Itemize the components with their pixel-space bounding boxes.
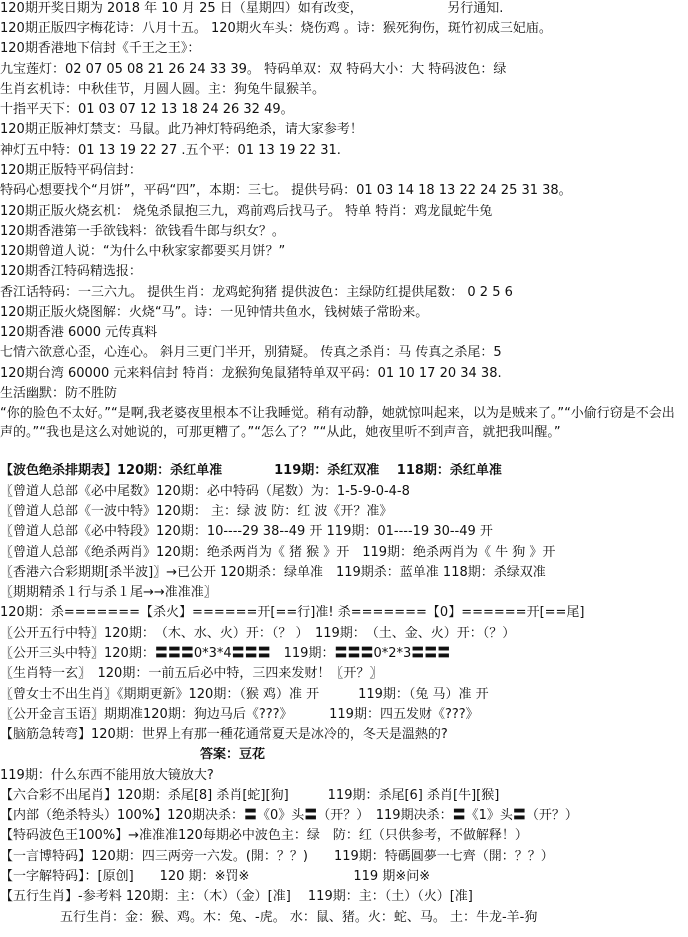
draw-date-line: 120期开奖日期为 2018 年 10 月 25 日（星期四）如有改变， 另行通知.: [0, 1, 504, 16]
fax-line: 七情六欲意心歪，心连心。 斜月三更门半开，别猜疑。 传真之杀肖：马 传真之杀尾：5: [0, 345, 502, 360]
humor-joke: “你的脸色不太好。”“是啊,我老婆夜里根本不让我睡觉。稍有动静，她就惊叫起来，以为是贼来了。”“小偷行窃是不会出声的。”“我也是这么对她说的，可那更糟了。”“怎么了？”“从此，她夜里听不到声音，就把我叫醒。”: [0, 406, 675, 440]
inner-kill-line: 【内部（绝杀特头）100%】120期决杀：〓《0》头〓（开？） 119期决杀：〓《1》头〓（开？）: [0, 808, 578, 823]
fire-puzzle-line: 120期正版火烧玄机： 烧兔杀鼠抱三九，鸡前鸡后找马子。 特单 特肖：鸡龙鼠蛇牛兔: [0, 204, 493, 219]
one-char-line: 【一字解特码】：[原创] 120 期：※罚※ 119 期※问※: [0, 869, 431, 884]
riddle-answer: 答案：豆花: [200, 747, 266, 762]
xiangjiang-title: 120期香江特码精选报：: [0, 264, 142, 279]
ten-fingers-line: 十指平天下：01 03 07 12 13 18 24 26 32 49。: [0, 102, 294, 117]
ms-zeng-line: 〖曾女士不出生肖〗《期期更新》120期：（猴 鸡）准 开 119期：（兔 马）准 开: [0, 687, 489, 702]
half-wave-line: 〖香港六合彩期期[杀半波]〗→已公开 120期杀：绿单准 119期杀：蓝单准 118期：杀绿双准: [0, 565, 546, 580]
precise-kill-title: 〖期期精杀１行与杀１尾→→准准准〗: [0, 585, 217, 600]
lamp-numbers-line: 神灯五中特：01 13 19 22 27 .五个平：01 13 19 22 31.: [0, 143, 341, 158]
fire-diagram-line: 120期正版火烧图解：火烧“马”。诗：一见钟情共鱼水，钱树婊子常盼来。: [0, 305, 429, 320]
mooncake-line: 特码心想要找个“月饼”，平码“四”，本期：三七。 提供号码：01 03 14 18 13 22 24 25 31 38。: [0, 183, 572, 198]
zodiac-poem-line: 生肖玄机诗：中秋佳节，月圆人圆。主：狗兔牛鼠猴羊。: [0, 82, 326, 97]
wave-king-line: 【特码波色王100%】→准准准120每期必中波色主：绿 防：红（只供参考，不做解释！）: [0, 828, 528, 843]
precise-kill-line: 120期：杀=======【杀火】======开[==行]准! 杀=======【0】======开[==尾]: [0, 605, 585, 620]
tail-zodiac-line: 【六合彩不出尾肖】120期：杀尾[8] 杀肖[蛇][狗] 119期：杀尾[6] 杀肖[牛][猴]: [0, 788, 500, 803]
hk-letter-title: 120期香港地下信封《千王之王》：: [0, 41, 201, 56]
zodiac-mystery-line: 〖生肖特一玄〗 120期：一前五后必中特，三四来发财！〖开？〗: [0, 666, 383, 681]
golden-words-line: 〖公开金言玉语〗期期准120期：狗边马后《???》 119期：四五发财《???》: [0, 707, 479, 722]
plum-poem-line: 120期正版四字梅花诗：八月十五。 120期火车头：烧伤鸡 。诗：猴死狗伤，斑竹初成三妃庙。: [0, 21, 552, 36]
flat-code-title: 120期正版特平码信封：: [0, 163, 142, 178]
five-elements-line: 〖公开五行中特〗120期： （木、水、火）开：（？ ） 119期： （土、金、火）开：（？）: [0, 626, 516, 641]
segment-line: 〖曾道人总部《必中特段》120期：10----29 38--49 开 119期：01----19 30--49 开: [0, 524, 493, 539]
kill-two-line: 〖曾道人总部《绝杀两肖》120期：绝杀两肖为《 猪 猴 》开 119期：绝杀两肖为《 牛 狗 》开: [0, 545, 556, 560]
five-zodiac-list: 五行生肖：金：猴、鸡。木：兔、-虎。 水：鼠、猪。火：蛇、马。 土：牛龙-羊-狗: [60, 910, 538, 925]
riddle-119-line: 119期：什么东西不能用放大镜放大?: [0, 768, 214, 783]
tail-numbers-line: 〖曾道人总部《必中尾数》120期：必中特码（尾数）为：1-5-9-0-4-8: [0, 484, 410, 499]
lotus-numbers-line: 九宝莲灯：02 07 05 08 21 26 24 33 39。 特码单双：双 特码大小：大 特码波色：绿: [0, 62, 507, 77]
five-zodiac-line: 【五行生肖】-参考料 120期：主：（木）（金）[准] 119期：主：（土）（火）[准]: [0, 889, 473, 904]
hk-first-hand-line: 120期香港第一手欲钱料：欲钱看牛郎与织女？。: [0, 224, 285, 239]
taiwan-line: 120期台湾 60000 元来料信封 特肖：龙猴狗兔鼠猪特单双平码：01 10 17 20 34 38.: [0, 366, 502, 381]
lamp-ban-line: 120期正版神灯禁支：马鼠。此乃神灯特码绝杀，请大家参考！: [0, 122, 363, 137]
humor-title: 生活幽默：防不胜防: [0, 386, 118, 401]
fax-title: 120期香港 6000 元传真料: [0, 325, 158, 340]
wave-kill-line: 【波色绝杀排期表】120期：杀红单准 119期：杀红双准 118期：杀红单准: [0, 463, 502, 478]
one-word-bet-line: 【一言博特码】120期：四三两旁一六发。(開：？？) 119期：特碼圓夢一七齊（開：？？）: [0, 849, 554, 864]
xiangjiang-line: 香江话特码：一三六九。 提供生肖：龙鸡蛇狗猪 提供波色：主绿防红提供尾数： 0 2 5 6: [0, 285, 513, 300]
three-heads-line: 〖公开三头中特〗120期：〓〓〓0*3*4〓〓〓 119期：〓〓〓0*2*3〓〓〓: [0, 646, 451, 661]
zeng-says-line: 120期曾道人说：“为什么中秋家家都要买月饼？”: [0, 244, 286, 259]
riddle-line: 【脑筋急转弯】120期：世界上有那一種花通常夏天是冰冷的，冬天是溫熱的?: [0, 727, 448, 742]
one-wave-line: 〖曾道人总部《一波中特》120期： 主：绿 波 防：红 波《开？准》: [0, 504, 393, 519]
